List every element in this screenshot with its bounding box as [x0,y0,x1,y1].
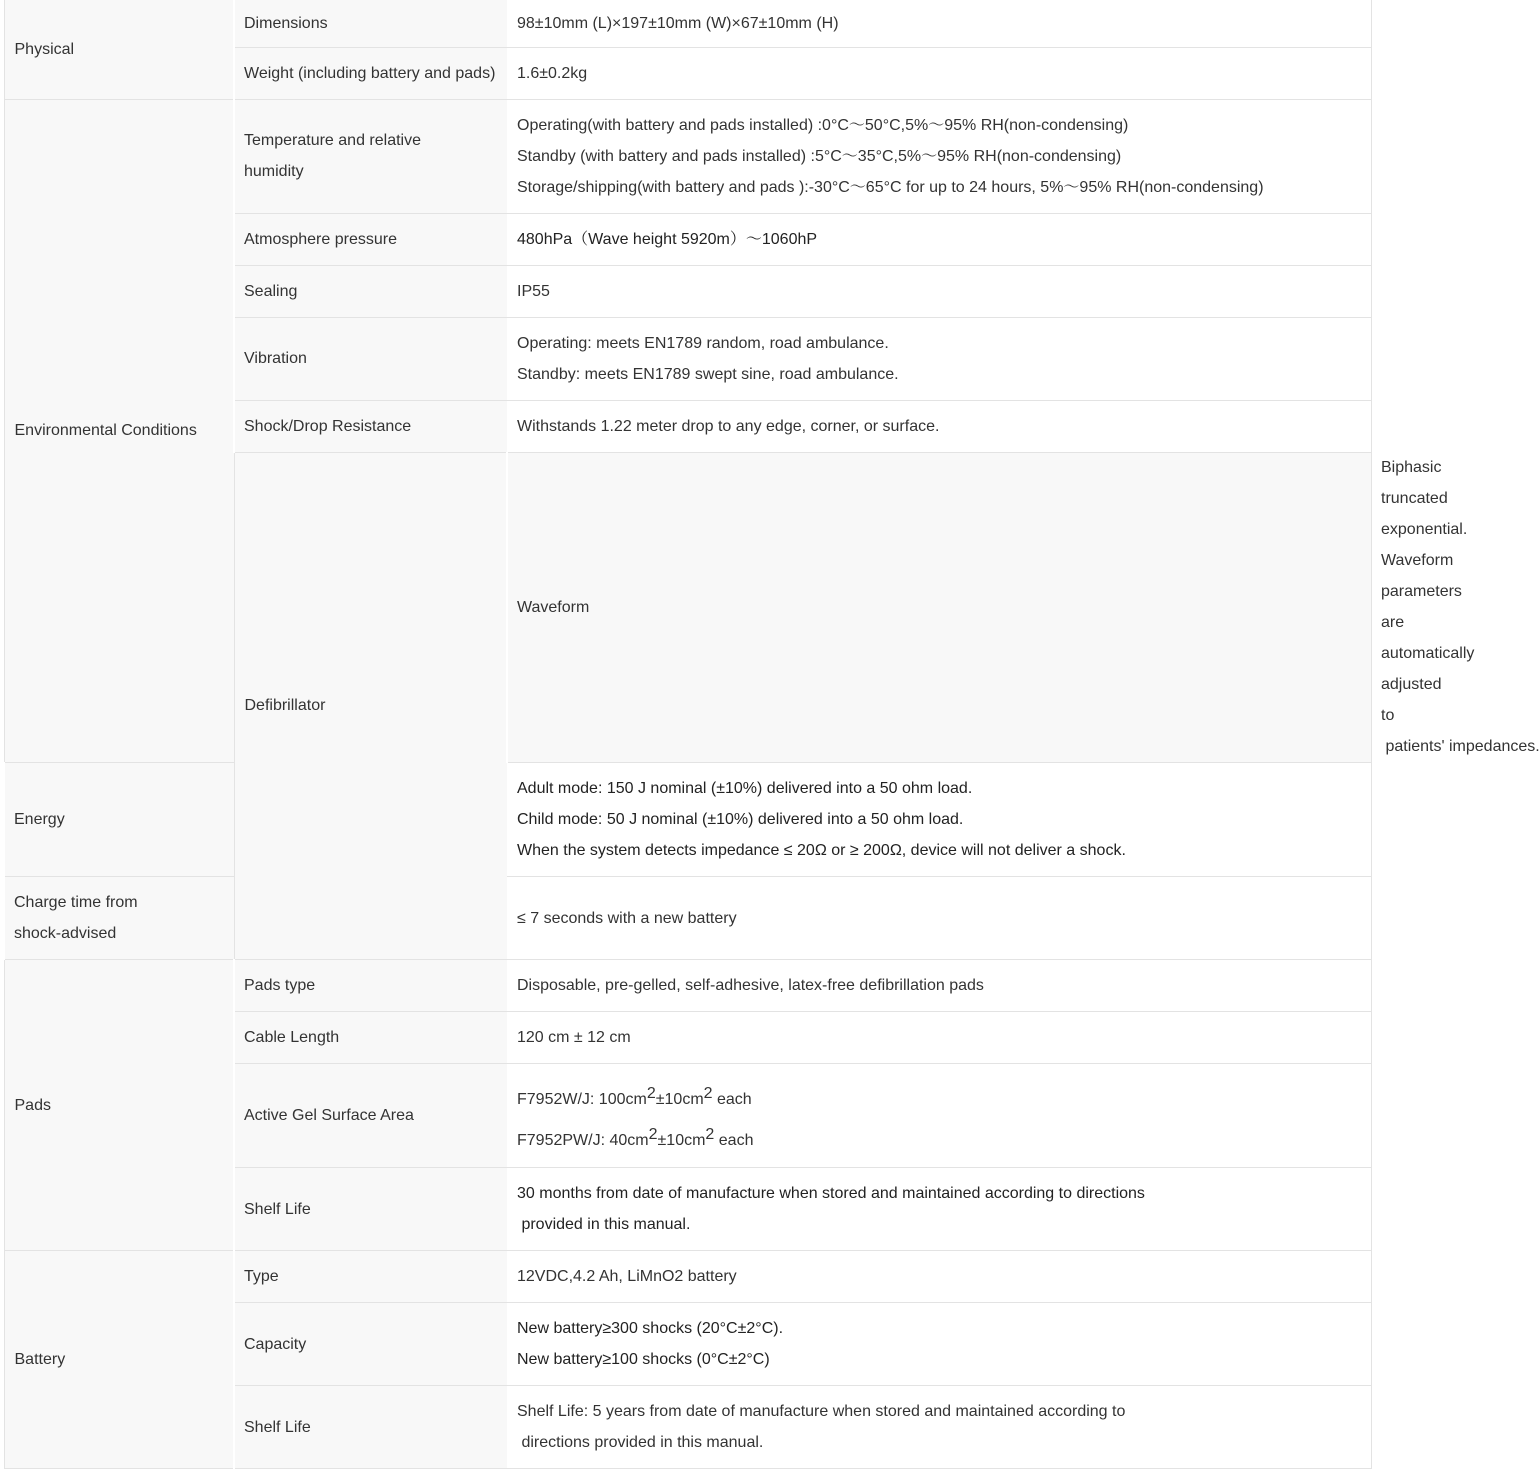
gel-area-line [517,1079,1361,1120]
table-row [4,99,1371,213]
attribute-label: Sealing [234,265,507,317]
value-line: directions provided in this manual. [517,1434,764,1451]
attribute-value [507,877,1371,960]
value-line: New battery≥100 shocks (0°C±2°C) [517,1351,770,1368]
attribute-value [507,47,1371,99]
superscript: 2 [648,1125,658,1143]
attribute-value [507,317,1371,400]
attribute-value [507,0,1371,47]
label-line: shock-advised [14,925,117,942]
attribute-label: Cable Length [234,1012,507,1064]
attribute-label: Weight (including battery and pads) [234,47,507,99]
attribute-value [507,1012,1371,1064]
category-pads: Pads [4,960,234,1251]
category-battery: Battery [4,1251,234,1469]
table-row [4,960,1371,1012]
attribute-label: Shelf Life [234,1386,507,1469]
label-line: Temperature and relative [244,132,421,149]
table-row [4,877,1371,960]
attribute-label: Vibration [234,317,507,400]
value-line: 480hPa（Wave height 5920m）～1060hP [517,230,818,248]
gel-text: F7952PW/J: 40cm [517,1131,649,1149]
superscript: 2 [703,1084,713,1102]
attribute-label: Dimensions [234,0,507,47]
value-line: Adult mode: 150 J nominal (±10%) delivered into a 50 ohm load. [517,780,973,797]
value-line: Operating(with battery and pads installed) :0°C～50°C,5%～95% RH(non-condensing) [517,116,1129,134]
attribute-value [507,960,1371,1012]
value-line: 1.6±0.2kg [517,64,588,82]
attribute-value [507,265,1371,317]
table-row [4,0,1371,47]
value-line: Storage/shipping(with battery and pads ):-30°C～65°C for up to 24 hours, 5%～95% RH(non-condensing) [517,178,1264,196]
attribute-label: Waveform [507,452,1371,763]
category-physical: Physical [4,0,234,99]
gel-text: each [712,1090,752,1108]
label-line: humidity [244,163,304,180]
value-line: 30 months from date of manufacture when stored and maintained according to directions [517,1185,1145,1202]
attribute-label: Atmosphere pressure [234,213,507,265]
value-line: When the system detects impedance ≤ 20Ω or ≥ 200Ω, device will not deliver a shock. [517,842,1126,859]
attribute-value [507,1168,1371,1251]
attribute-label: Capacity [234,1303,507,1386]
category-defibrillator: Defibrillator [234,452,507,960]
value-line: Shelf Life: 5 years from date of manufacture when stored and maintained according to [517,1403,1126,1420]
attribute-value [507,400,1371,452]
value-line: provided in this manual. [517,1216,691,1233]
attribute-label: Type [234,1251,507,1303]
attribute-value [507,1386,1371,1469]
attribute-value [507,213,1371,265]
value-line: IP55 [517,282,550,300]
table-row: Defibrillator Waveform Biphasic truncated exponential. Waveform parameters are automatically adjusted to patients' impedances. [4,452,1371,763]
label-line: Charge time from [14,894,138,911]
attribute-label: Shock/Drop Resistance [234,400,507,452]
specifications-table [3,0,1540,1469]
superscript: 2 [646,1084,656,1102]
value-line: Disposable, pre-gelled, self-adhesive, latex-free defibrillation pads [517,977,984,994]
attribute-label [4,877,234,960]
value-line: Withstands 1.22 meter drop to any edge, corner, or surface. [517,417,940,435]
gel-text: ±10cm [657,1131,706,1149]
attribute-value [507,1064,1371,1168]
gel-text: F7952W/J: 100cm [517,1090,647,1108]
attribute-label: Energy [4,763,234,877]
value-line: 120 cm ± 12 cm [517,1029,631,1046]
attribute-value [507,1251,1371,1303]
value-line: Operating: meets EN1789 random, road ambulance. [517,334,889,352]
attribute-label [234,99,507,213]
gel-text: ±10cm [655,1090,704,1108]
value-line: 12VDC,4.2 Ah, LiMnO2 battery [517,1268,737,1285]
attribute-label: Pads type [234,960,507,1012]
attribute-label: Active Gel Surface Area [234,1064,507,1168]
attribute-value [507,99,1371,213]
value-line: Standby (with battery and pads installed) :5°C～35°C,5%～95% RH(non-condensing) [517,147,1122,165]
value-line: 98±10mm (L)×197±10mm (W)×67±10mm (H) [517,14,839,32]
value-line: ≤ 7 seconds with a new battery [517,909,737,927]
gel-text: each [714,1131,754,1149]
value-line: Standby: meets EN1789 swept sine, road ambulance. [517,365,899,383]
superscript: 2 [705,1125,715,1143]
value-line: Child mode: 50 J nominal (±10%) delivered into a 50 ohm load. [517,811,964,828]
value-line: New battery≥300 shocks (20°C±2°C). [517,1320,784,1337]
attribute-value [507,1303,1371,1386]
table-row [4,1251,1371,1303]
table-row [4,763,1371,877]
attribute-label: Shelf Life [234,1168,507,1251]
category-environmental-conditions: Environmental Conditions [4,99,234,763]
attribute-value [507,763,1371,877]
gel-area-line [517,1120,1361,1161]
